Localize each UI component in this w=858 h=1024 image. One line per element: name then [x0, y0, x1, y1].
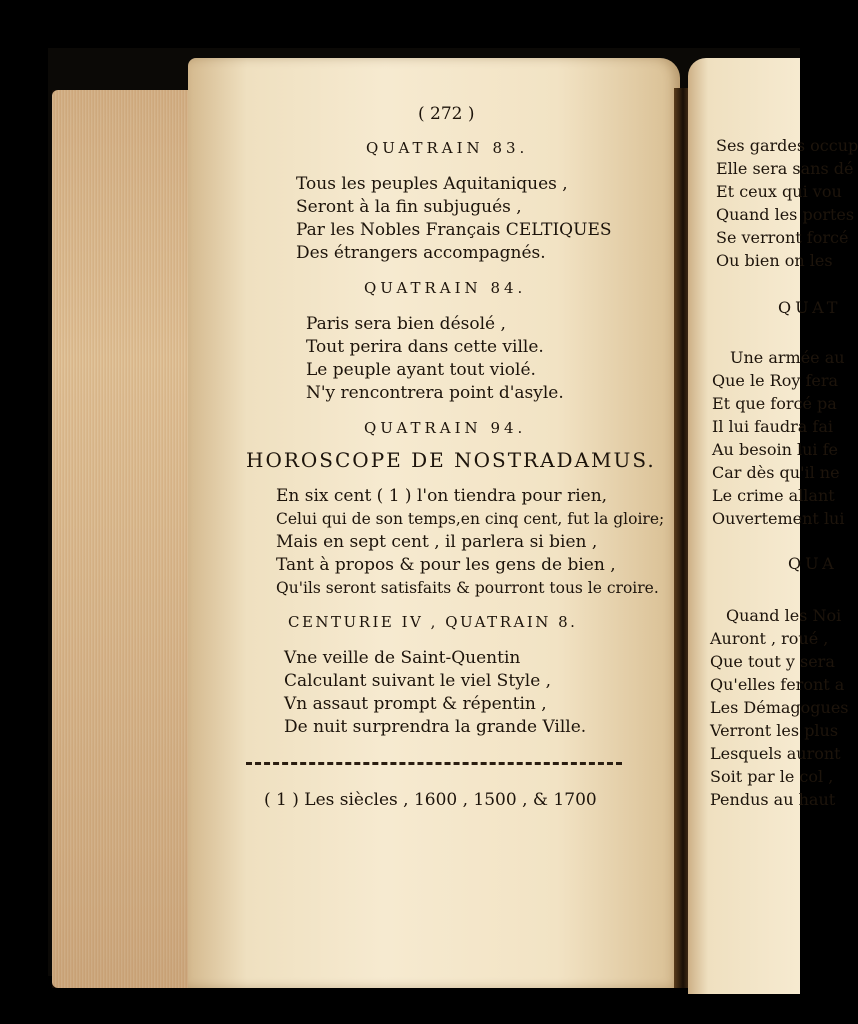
right-line: Que le Roy fera — [712, 371, 839, 390]
verse-line: Vn assaut prompt & répentin , — [284, 694, 547, 714]
verse-line: De nuit surprendra la grande Ville. — [284, 717, 587, 737]
quatrain-83-heading: QUATRAIN 83. — [366, 139, 529, 157]
right-line: Lesquels auront — [710, 744, 841, 763]
verse-line: Vne veille de Saint-Quentin — [284, 648, 521, 668]
right-line: Se verront forcé — [716, 228, 849, 247]
right-page — [688, 58, 858, 994]
right-line: Une armée au — [730, 348, 845, 367]
horoscope-title: HOROSCOPE DE NOSTRADAMUS. — [246, 448, 656, 472]
verse-line: Paris sera bien désolé , — [306, 314, 506, 334]
right-line: Il lui faudra fai — [712, 417, 834, 436]
verse-line: Le peuple ayant tout violé. — [306, 360, 536, 380]
book-page-edges — [52, 90, 192, 988]
right-line: Verront les plus — [710, 721, 839, 740]
verse-line: Calculant suivant le viel Style , — [284, 671, 552, 691]
right-line: Ou bien on les — [716, 251, 833, 270]
verse-line: Tant à propos & pour les gens de bien , — [276, 555, 616, 575]
right-line: Et ceux qui vou — [716, 182, 842, 201]
right-line: Pendus au haut — [710, 790, 836, 809]
right-line: Elle sera sans dé — [716, 159, 854, 178]
verse-line: Des étrangers accompagnés. — [296, 243, 546, 263]
verse-line: Qu'ils seront satisfaits & pourront tous le croire. — [276, 579, 659, 597]
page-number: ( 272 ) — [418, 104, 475, 124]
footnote: ( 1 ) Les siècles , 1600 , 1500 , & 1700 — [264, 790, 597, 810]
verse-line: En six cent ( 1 ) l'on tiendra pour rien, — [276, 486, 608, 506]
centurie-heading: CENTURIE IV , QUATRAIN 8. — [288, 613, 578, 631]
right-line: Ses gardes occup — [716, 136, 858, 155]
footnote-divider — [246, 762, 622, 765]
right-line: Quand les portes — [716, 205, 855, 224]
right-line: Et que forcé pa — [712, 394, 837, 413]
verse-line: Tous les peuples Aquitaniques , — [296, 174, 568, 194]
right-line: Le crime allant — [712, 486, 835, 505]
verse-line: Celui qui de son temps,en cinq cent, fut la gloire; — [276, 510, 665, 528]
right-heading: QUA — [788, 554, 838, 573]
verse-line: Mais en sept cent , il parlera si bien , — [276, 532, 598, 552]
quatrain-84-heading: QUATRAIN 84. — [364, 279, 527, 297]
verse-line: Seront à la fin subjugués , — [296, 197, 522, 217]
right-line: Ouvertement lui — [712, 509, 845, 528]
quatrain-94-heading: QUATRAIN 94. — [364, 419, 527, 437]
right-line: Car dès qu'il ne — [712, 463, 840, 482]
right-line: Au besoin lui fe — [712, 440, 839, 459]
right-line: Qu'elles feront a — [710, 675, 845, 694]
right-line: Soit par le col , — [710, 767, 834, 786]
right-line: Auront , roué , — [710, 629, 829, 648]
verse-line: N'y rencontrera point d'asyle. — [306, 383, 564, 403]
right-line: Que tout y sera — [710, 652, 835, 671]
right-line: Quand les Noi — [726, 606, 842, 625]
book-photo — [48, 48, 858, 976]
verse-line: Par les Nobles Français CELTIQUES — [296, 220, 612, 240]
right-line: Les Démagogues — [710, 698, 849, 717]
right-heading: QUAT — [778, 298, 842, 317]
verse-line: Tout perira dans cette ville. — [306, 337, 544, 357]
